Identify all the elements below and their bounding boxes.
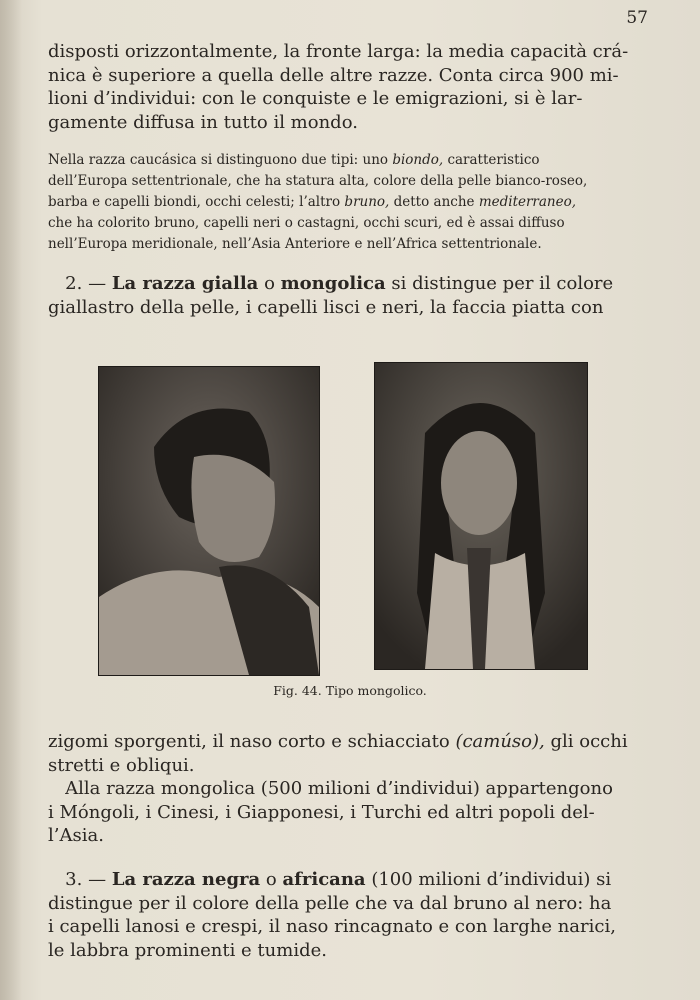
note-line: dell’Europa settentrionale, che ha statura alta, colore della pelle bianco-roseo,	[48, 173, 588, 189]
text-line: distingue per il colore della pelle che va dal bruno al nero: ha	[48, 892, 612, 914]
section-3-heading-line: 3. — La razza negra o africana (100 milioni d’individui) si	[65, 869, 612, 890]
page-number: 57	[626, 8, 648, 28]
page-gutter-shadow	[0, 0, 22, 1000]
figure-caption: Fig. 44. Tipo mongolico.	[273, 683, 427, 698]
portrait-profile-image	[99, 367, 319, 675]
text-line: i Móngoli, i Cinesi, i Giapponesi, i Turchi ed altri popoli del-	[48, 801, 595, 823]
text-line: stretti e obliqui.	[48, 754, 195, 776]
photo-frontal-portrait	[374, 362, 588, 670]
note-line: Nella razza caucásica si distinguono due tipi: uno biondo, caratteristico	[48, 152, 540, 168]
text-line: Alla razza mongolica (500 milioni d’individui) appartengono	[65, 778, 613, 799]
text-line: zigomi sporgenti, il naso corto e schiacciato (camúso), gli occhi	[48, 731, 628, 752]
text-line: l’Asia.	[48, 825, 104, 846]
text-line: giallastro della pelle, i capelli lisci e neri, la faccia piatta con	[48, 296, 604, 318]
text-line: lioni d’individui: con le conquiste e le emigrazioni, si è lar-	[48, 88, 583, 109]
text-line: le labbra prominenti e tumide.	[48, 939, 327, 961]
note-caucasian-types	[48, 150, 620, 255]
text-line: disposti orizzontalmente, la fronte larga: la media capacità crá-	[48, 41, 629, 62]
note-line: barba e capelli biondi, occhi celesti; l’altro bruno, detto anche mediterraneo,	[48, 194, 577, 210]
section-3-paragraph	[48, 868, 616, 962]
text-line: i capelli lanosi e crespi, il naso rincagnato e con larghe narici,	[48, 916, 616, 937]
note-line: che ha colorito bruno, capelli neri o castagni, occhi scuri, ed è assai diffuso	[48, 215, 565, 231]
paragraph-top	[48, 40, 629, 134]
text-line: gamente diffusa in tutto il mondo.	[48, 111, 358, 133]
section-2-heading-line: 2. — La razza gialla o mongolica si distingue per il colore	[65, 273, 614, 294]
portrait-frontal-image	[375, 363, 587, 669]
photo-profile-portrait	[98, 366, 320, 676]
section-2-paragraph	[48, 272, 616, 319]
text-line: nica è superiore a quella delle altre razze. Conta circa 900 mi-	[48, 64, 619, 86]
note-line: nell’Europa meridionale, nell’Asia Anteriore e nell’Africa settentrionale.	[48, 236, 542, 252]
paragraph-after-figure	[48, 730, 628, 848]
